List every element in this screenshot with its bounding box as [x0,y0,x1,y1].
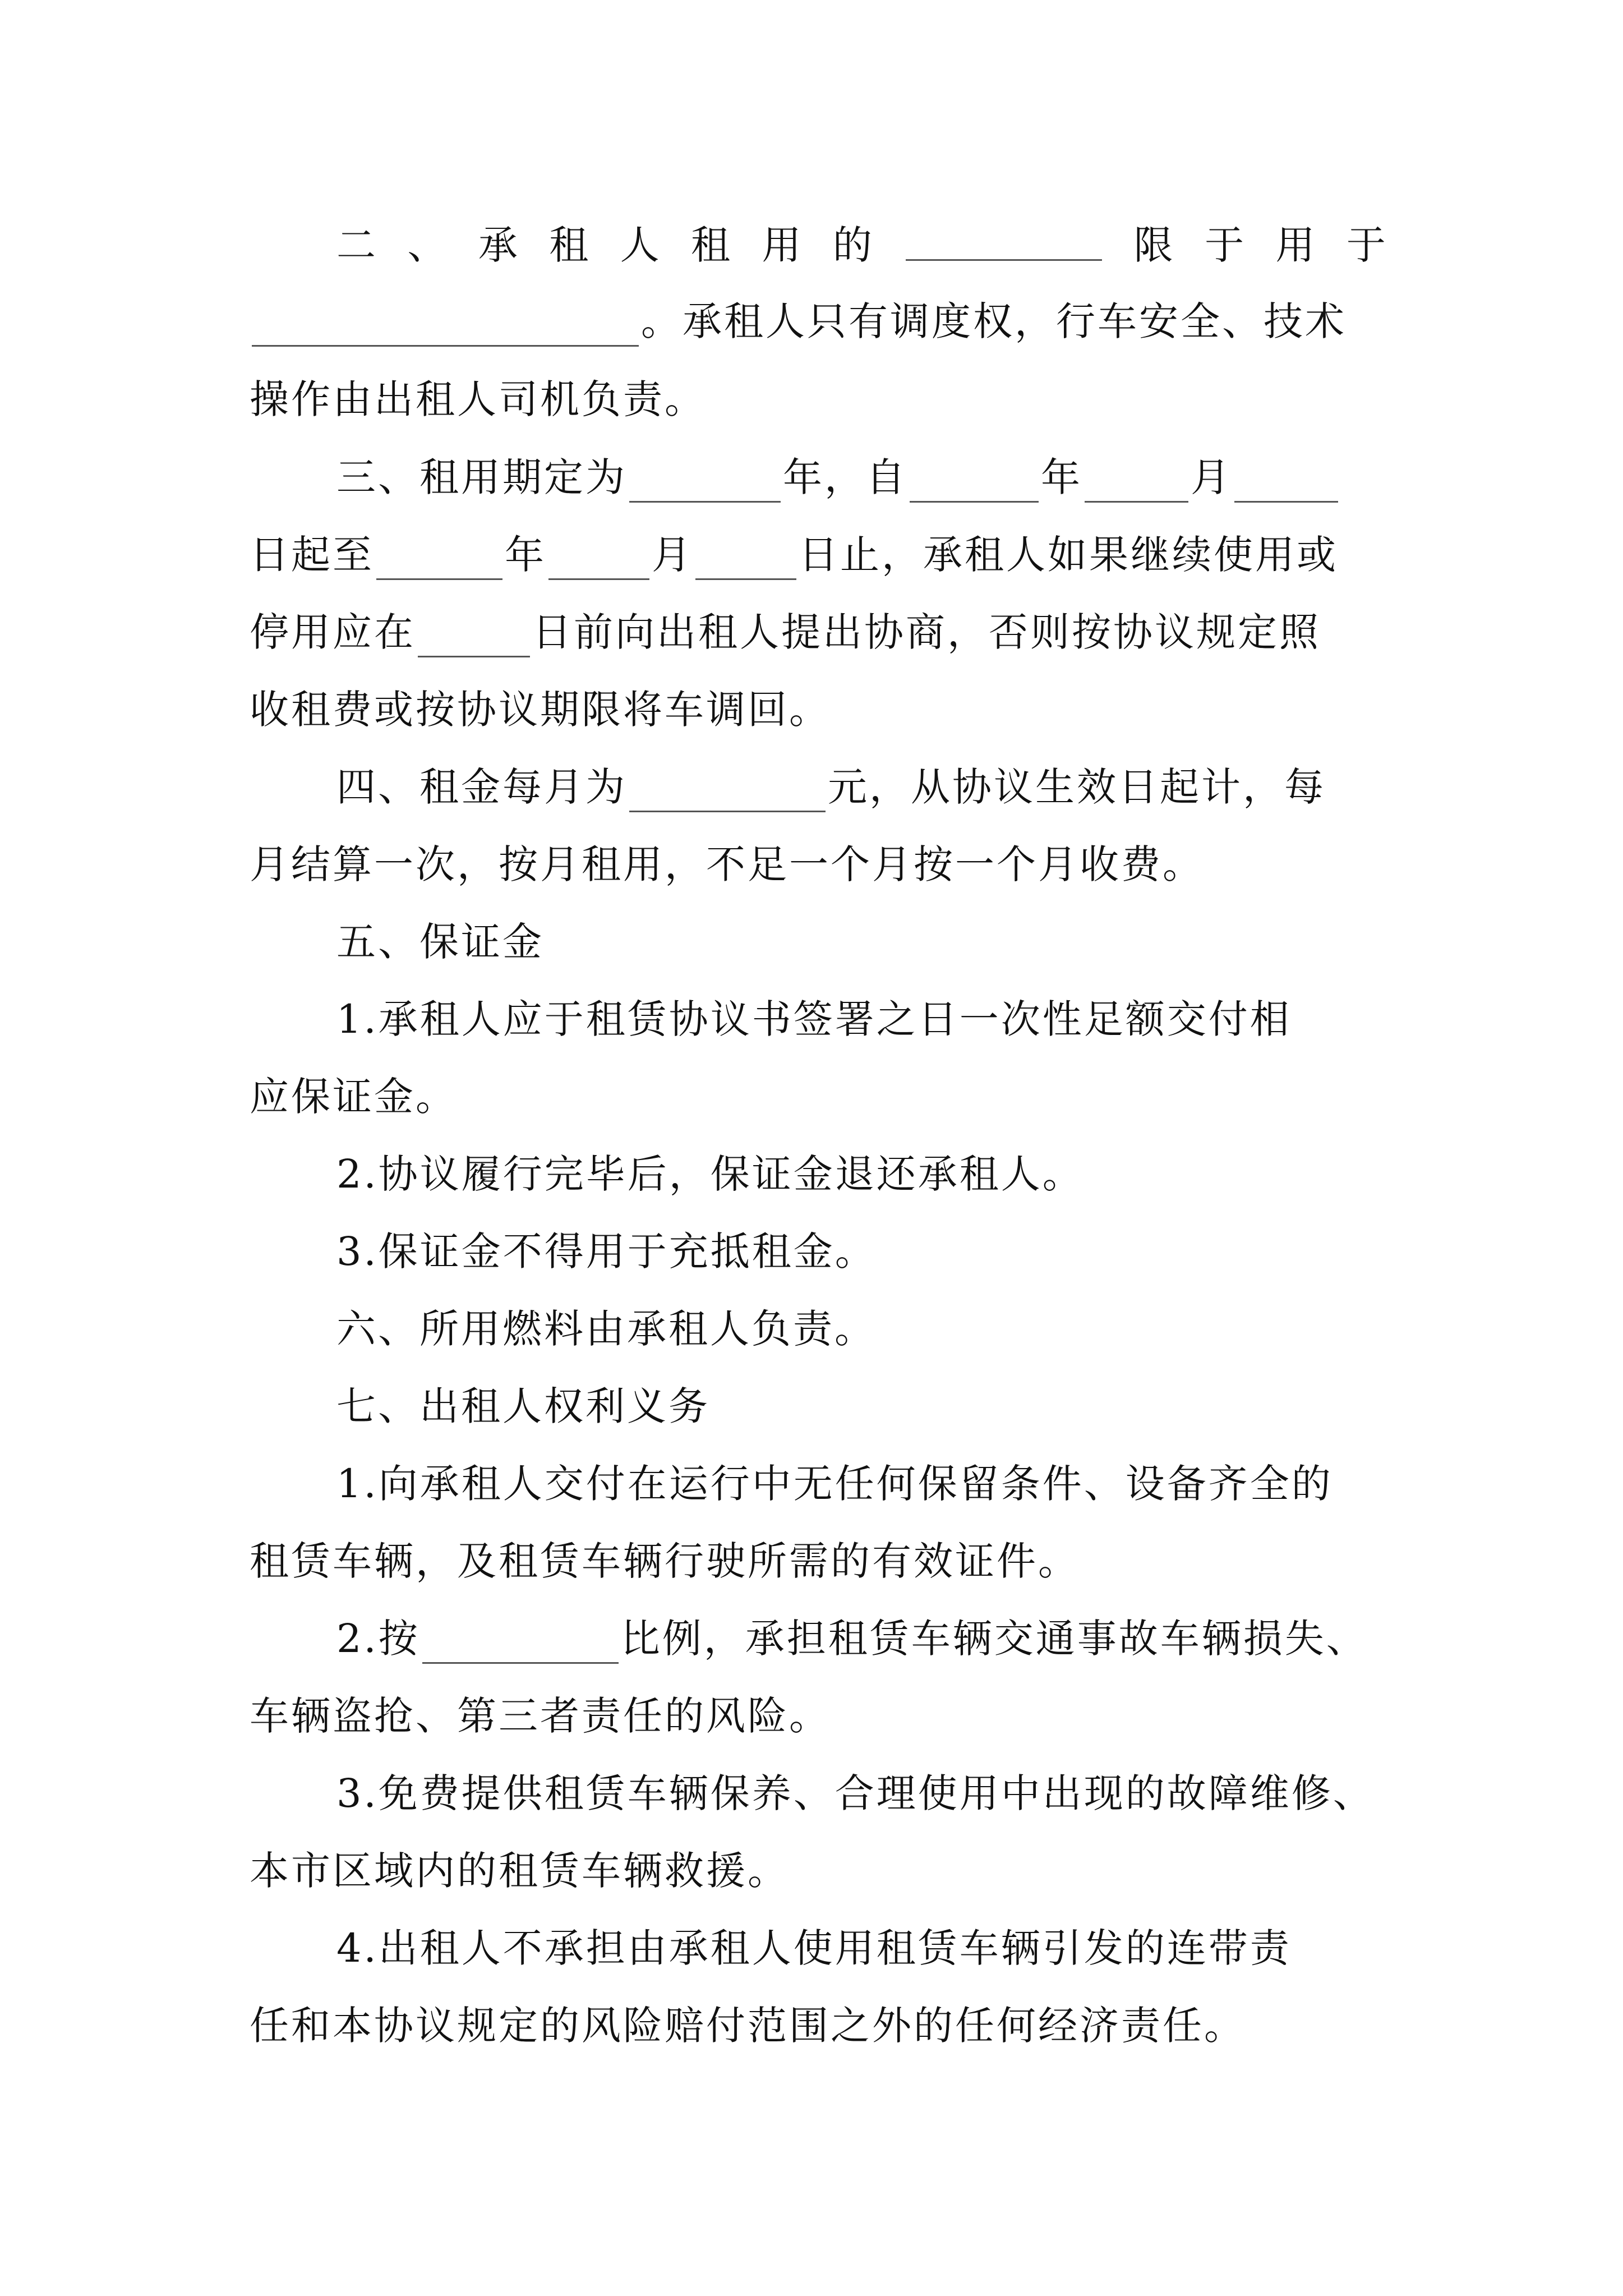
clause-6-text: 六、所用燃料由承租人负责。 [336,1306,876,1352]
clause-2-char: 于 [1205,222,1247,268]
clause-7-item-4-line-2 [250,2000,1388,2051]
clause-7-text: 租赁车辆，及租赁车辆行驶所需的有效证件。 [250,1538,1080,1584]
clause-7-item-1-line-1 [336,1458,1388,1509]
clause-3-text: 月 [652,532,693,578]
start-day-blank[interactable] [1234,462,1338,503]
clause-4-text: 四、租金每月为 [336,764,627,810]
vehicle-blank[interactable] [906,220,1102,261]
clause-2-line-1 [336,220,1388,270]
clause-2-char: 、 [407,222,449,268]
clause-5-text: 2.协议履行完毕后，保证金退还承租人。 [336,1151,1084,1197]
clause-7-text: 比例，承担租赁车辆交通事故车辆损失、 [620,1616,1368,1662]
end-month-blank[interactable] [548,539,649,580]
clause-2-line-3 [250,374,1388,425]
end-year-blank[interactable] [376,539,502,580]
clause-7-item-3-line-2 [250,1846,1388,1896]
monthly-rent-blank[interactable] [629,771,826,812]
clause-4-text: 月结算一次，按月租用，不足一个月按一个月收费。 [250,841,1204,887]
clause-3-text: 三、租用期定为 [336,454,627,500]
clause-7-text: 任和本协议规定的风险赔付范围之外的任何经济责任。 [250,2003,1246,2049]
clause-7-item-2-line-2 [250,1691,1388,1741]
clause-2-text: 。承租人只有调度权，行车安全、技术 [641,298,1347,344]
clause-7-item-1-line-2 [250,1536,1388,1586]
end-day-blank[interactable] [695,539,796,580]
clause-2-char: 用 [762,222,804,268]
clause-3-text: 日止，承租人如果继续使用或 [799,532,1338,578]
clause-7-title [336,1381,1388,1432]
start-year-blank[interactable] [910,462,1039,503]
clause-7-text: 车辆盗抢、第三者责任的风险。 [250,1693,831,1739]
clause-7-item-3-line-1 [336,1768,1388,1819]
clause-2-text: 操作由出租人司机负责。 [250,376,706,422]
start-month-blank[interactable] [1085,462,1188,503]
clause-2-char: 的 [832,222,874,268]
clause-3-text: 月 [1191,454,1232,500]
clause-5-item-1-line-2 [250,1071,1388,1122]
clause-2-char: 人 [620,222,662,268]
clause-2-char: 承 [478,222,520,268]
clause-3-text: 日起至 [250,532,374,578]
clause-3-text: 年，自 [783,454,907,500]
clause-5-heading: 五、保证金 [336,919,544,965]
clause-7-text: 3.免费提供租赁车辆保养、合理使用中出现的故障维修、 [336,1770,1375,1816]
clause-3-line-4 [250,684,1388,735]
clause-3-text: 年 [1041,454,1082,500]
clause-2-char: 于 [1346,222,1388,268]
clause-7-text: 本市区域内的租赁车辆救援。 [250,1848,789,1894]
clause-2-line-2 [250,296,1388,347]
clause-3-text: 日前向出租人提出协商，否则按协议规定照 [532,609,1321,655]
term-years-blank[interactable] [629,462,781,503]
clause-7-item-2-line-1 [336,1613,1388,1664]
clause-3-line-2 [250,530,1388,580]
notice-days-blank[interactable] [418,616,530,657]
clause-4-line-2 [250,839,1388,890]
clause-2-char: 二 [336,222,378,268]
usage-purpose-blank[interactable] [252,306,639,347]
clause-3-text: 停用应在 [250,609,416,655]
clause-5-text: 3.保证金不得用于充抵租金。 [336,1228,877,1274]
clause-7-text: 4.出租人不承担由承租人使用租赁车辆引发的连带责 [336,1925,1292,1971]
clause-7-text: 1.向承租人交付在运行中无任何保留条件、设备齐全的 [336,1461,1333,1507]
clause-2-char: 用 [1275,222,1317,268]
clause-4-text: 元，从协议生效日起计，每 [828,764,1326,810]
clause-3-text: 年 [505,532,546,578]
clause-5-text: 1.承租人应于租赁协议书签署之日一次性足额交付相 [336,996,1292,1042]
clause-3-line-1 [336,452,1388,503]
clause-2-char: 租 [549,222,591,268]
clause-3-text: 收租费或按协议期限将车调回。 [250,687,831,733]
liability-ratio-blank[interactable] [422,1623,619,1664]
clause-7-text: 2.按 [336,1616,420,1662]
clause-5-item-1-line-1 [336,994,1388,1045]
clause-5-item-3 [336,1226,1388,1277]
clause-2-char: 限 [1133,222,1175,268]
clause-6 [336,1304,1388,1354]
clause-7-heading: 七、出租人权利义务 [336,1383,710,1429]
clause-5-title [336,917,1388,967]
clause-7-item-4-line-1 [336,1923,1388,1973]
clause-3-line-3 [250,607,1388,657]
clause-2-char: 租 [691,222,733,268]
clause-5-text: 应保证金。 [250,1074,457,1120]
clause-5-item-2 [336,1149,1388,1199]
clause-4-line-1 [336,762,1388,812]
